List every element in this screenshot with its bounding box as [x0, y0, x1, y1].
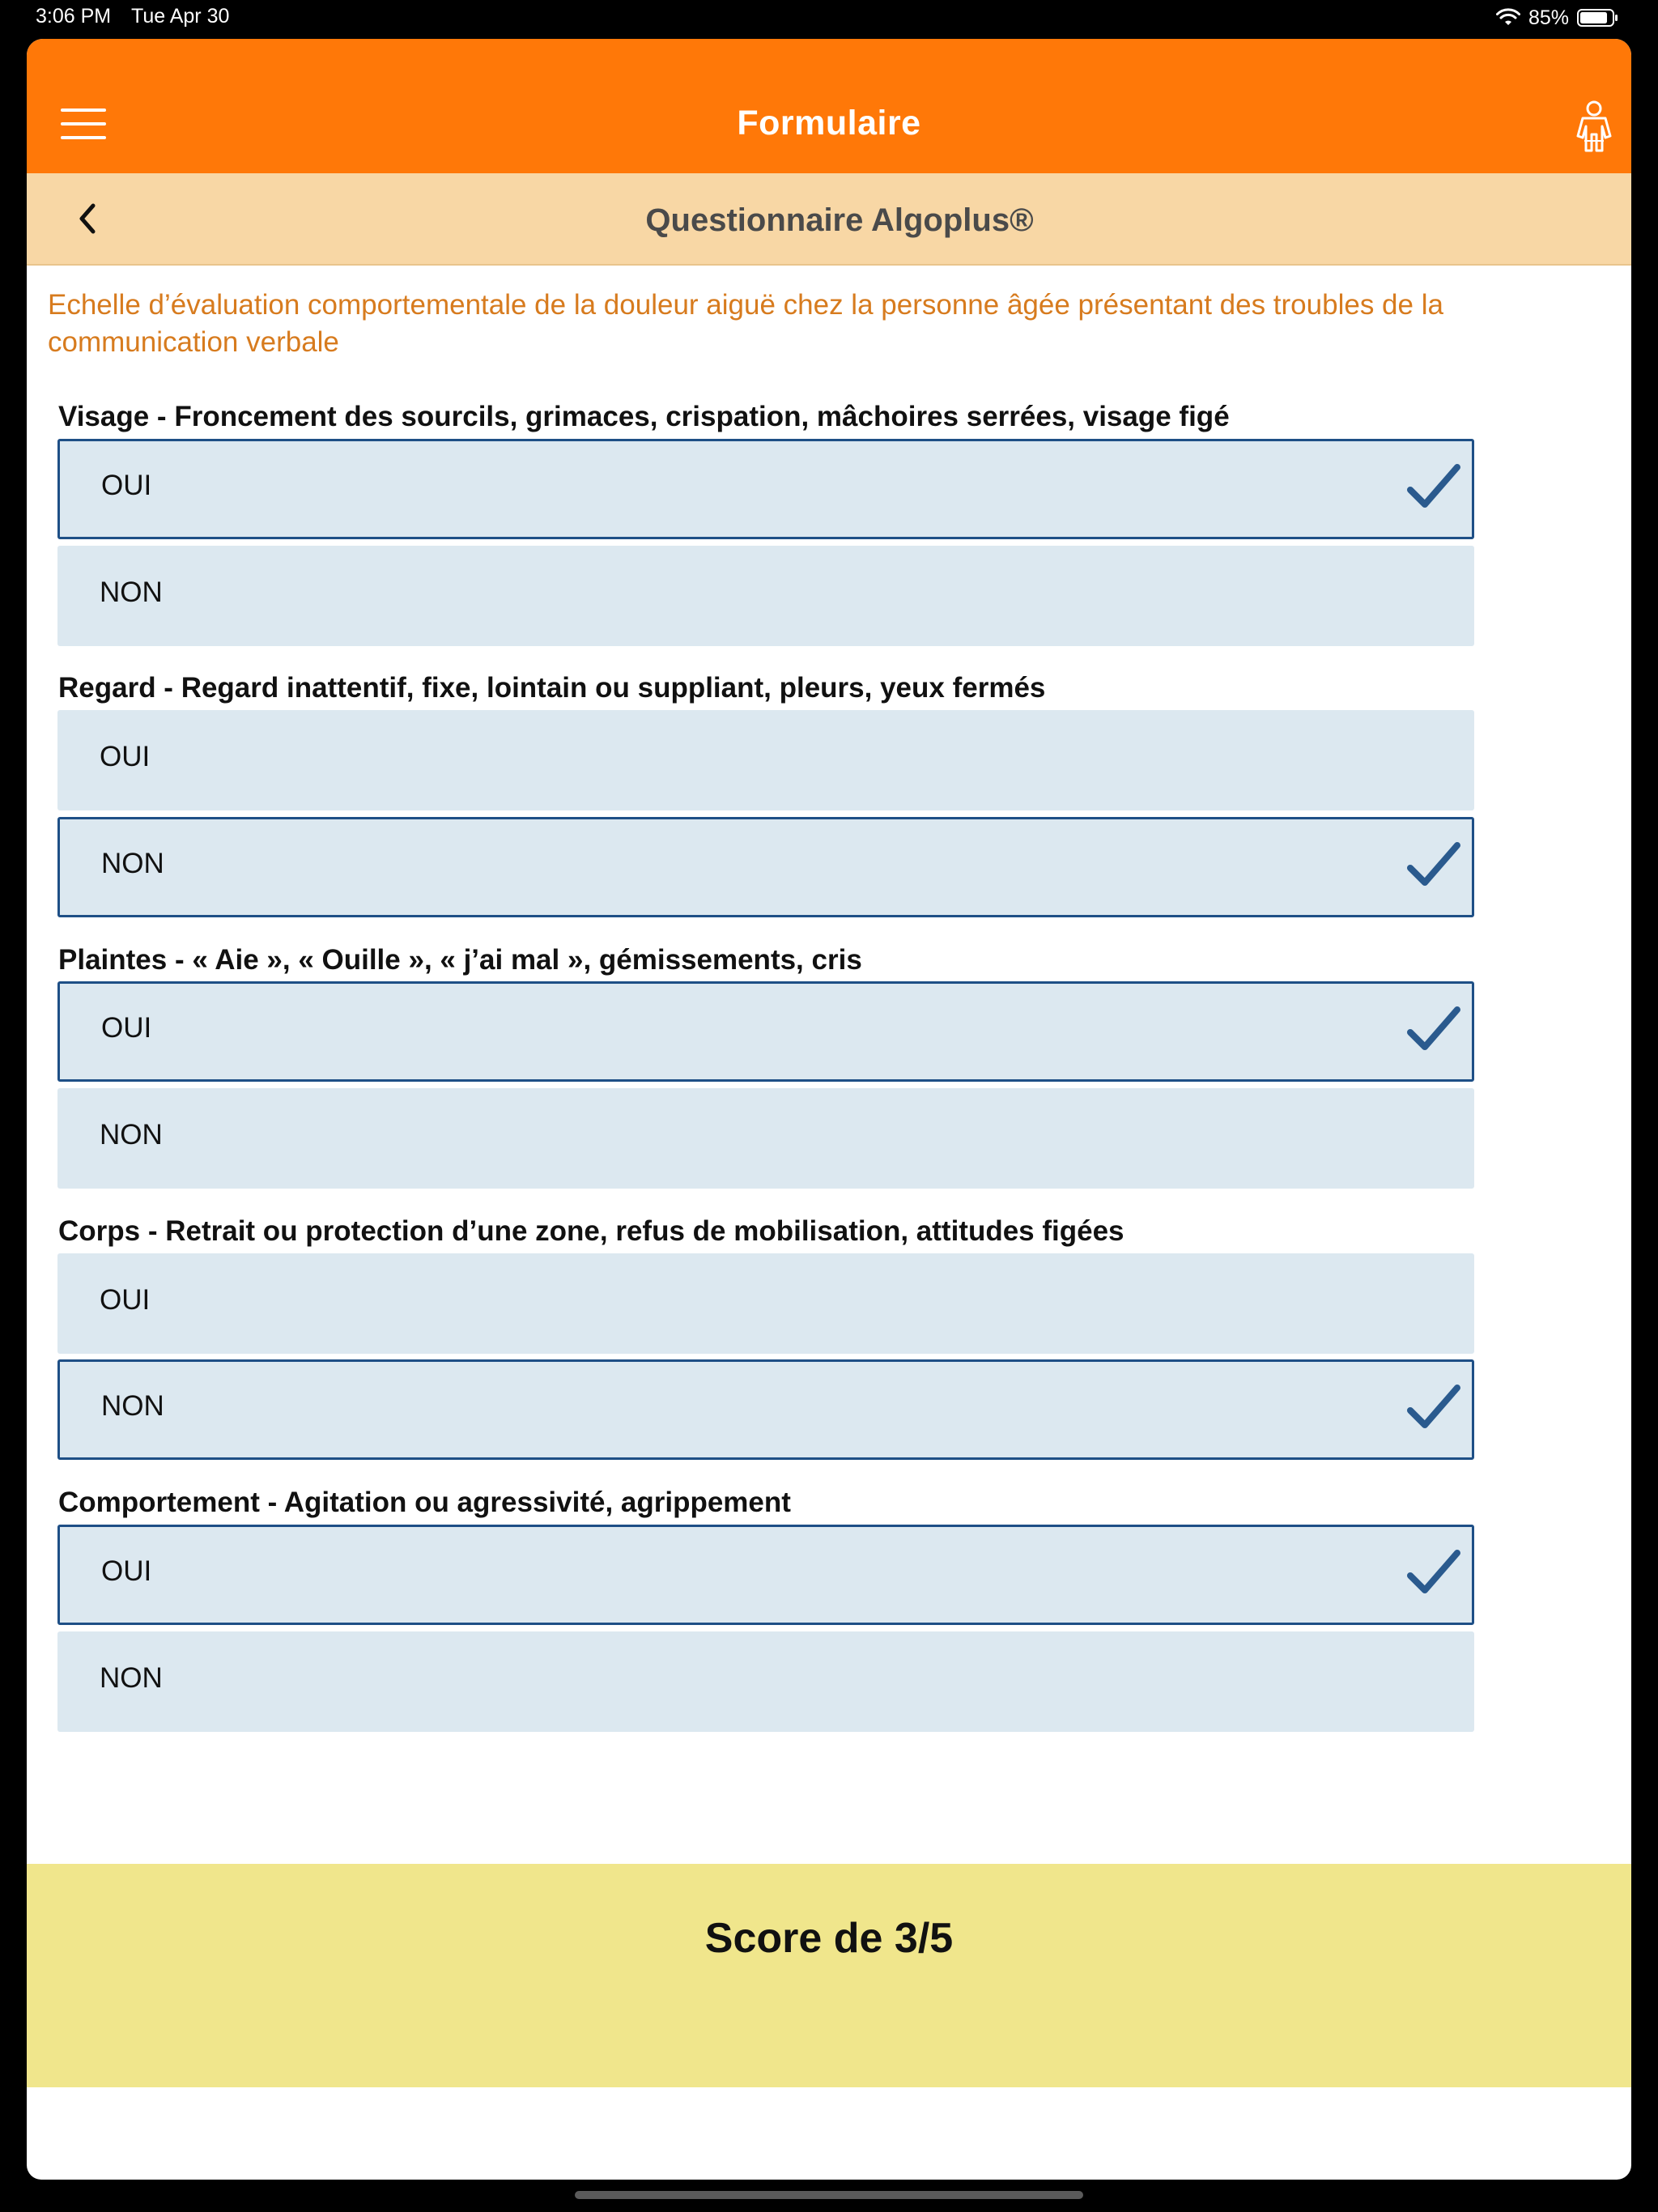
option-plaintes-non[interactable] [57, 1088, 1474, 1189]
option-corps-non[interactable] [57, 1359, 1474, 1460]
option-label: OUI [100, 741, 151, 772]
option-visage-non[interactable] [57, 546, 1474, 646]
option-corps-oui[interactable] [57, 1253, 1474, 1354]
form-description: Echelle d’évaluation comportementale de la douleur aiguë chez la personne âgée présentant des troubles de la communication verbale [48, 289, 1443, 358]
option-comportement-non[interactable] [57, 1631, 1474, 1732]
checkmark-icon [1404, 837, 1464, 894]
home-indicator[interactable] [575, 2191, 1083, 2199]
score-text: Score de 3/5 [704, 1915, 954, 1962]
status-bar [0, 0, 1658, 39]
question-regard-label: Regard - Regard inattentif, fixe, lointain ou suppliant, pleurs, yeux fermés [58, 672, 1046, 704]
checkmark-icon [1404, 1002, 1464, 1058]
option-regard-non[interactable] [57, 817, 1474, 917]
option-label: OUI [101, 1012, 152, 1044]
battery-percent: 85% [1528, 6, 1569, 29]
status-time: 3:06 PM [36, 5, 112, 28]
option-label: NON [100, 1662, 163, 1694]
person-icon[interactable] [1570, 99, 1618, 152]
checkmark-icon [1404, 1545, 1464, 1602]
question-comportement-label: Comportement - Agitation ou agressivité, agrippement [58, 1487, 791, 1518]
question-plaintes-label: Plaintes - « Aie », « Ouille », « j’ai mal », gémissements, cris [58, 944, 862, 976]
option-label: OUI [100, 1284, 151, 1316]
battery-icon [1577, 8, 1619, 28]
question-corps-label: Corps - Retrait ou protection d’une zone, refus de mobilisation, attitudes figées [58, 1215, 1124, 1247]
option-label: NON [101, 1390, 164, 1422]
score-panel [27, 1864, 1631, 2087]
option-label: OUI [101, 1555, 152, 1587]
status-date: Tue Apr 30 [131, 5, 230, 28]
nav-title: Formulaire [737, 104, 921, 143]
option-regard-oui[interactable] [57, 710, 1474, 810]
app-window [27, 39, 1631, 2180]
page-title: Questionnaire Algoplus® [645, 202, 1034, 238]
option-label: OUI [101, 470, 152, 501]
nav-bar [27, 39, 1631, 173]
sub-header [27, 173, 1631, 266]
wifi-icon [1496, 8, 1520, 28]
option-plaintes-oui[interactable] [57, 981, 1474, 1082]
option-label: NON [100, 576, 163, 608]
checkmark-icon [1404, 1380, 1464, 1436]
question-visage-label: Visage - Froncement des sourcils, grimaces, crispation, mâchoires serrées, visage figé [58, 401, 1230, 432]
status-indicators [1496, 3, 1619, 32]
option-label: NON [100, 1119, 163, 1151]
option-visage-oui[interactable] [57, 439, 1474, 539]
option-comportement-oui[interactable] [57, 1525, 1474, 1625]
option-label: NON [101, 848, 164, 879]
checkmark-icon [1404, 459, 1464, 516]
